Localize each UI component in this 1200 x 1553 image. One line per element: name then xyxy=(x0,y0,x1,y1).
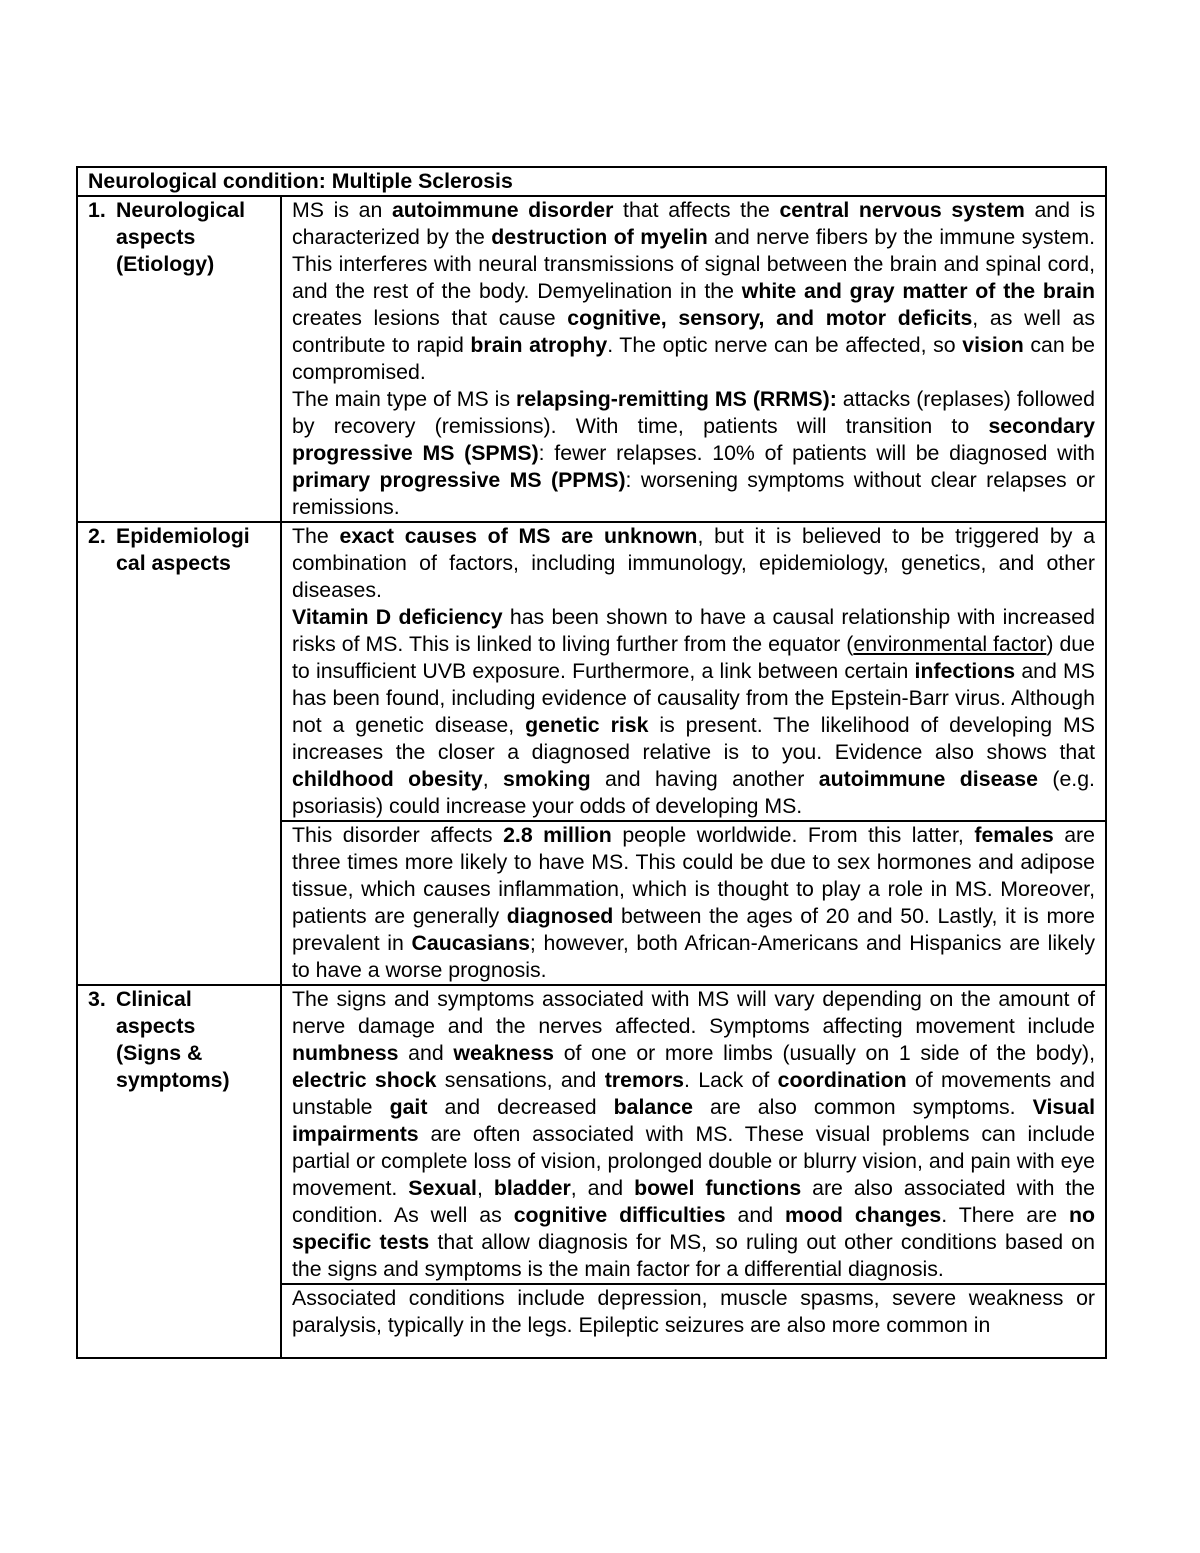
bold-term: Sexual xyxy=(408,1176,477,1200)
condition-table xyxy=(76,166,1107,1359)
text-run: Associated conditions include depression, muscle spasms, severe weakness or paralysis, typically in the legs. Epileptic seizures are also more common in xyxy=(292,1286,1095,1337)
text-run: (e.g. psoriasis) could increase your odds of developing MS. xyxy=(292,767,1095,818)
bold-term: females xyxy=(974,823,1054,847)
paragraph xyxy=(292,523,1095,604)
section-label-line: cal aspects xyxy=(116,551,231,575)
text-run: that allow diagnosis for MS, so ruling out other conditions based on the signs and symptoms is the main factor for a differential diagnosis. xyxy=(292,1230,1095,1281)
text-run: and xyxy=(725,1203,785,1227)
text-run: ; however, both African-Americans and Hispanics are likely to have a worse prognosis. xyxy=(292,931,1095,982)
bold-term: numbness xyxy=(292,1041,399,1065)
section-label-line: (Etiology) xyxy=(116,252,215,276)
section-row-etiology xyxy=(77,196,1106,522)
text-run: , xyxy=(482,767,504,791)
section-label-line: Neurological xyxy=(116,198,245,222)
text-run: and having another xyxy=(590,767,819,791)
bold-term: primary progressive MS (PPMS) xyxy=(292,468,626,492)
text-run: , and xyxy=(570,1176,635,1200)
text-run: The xyxy=(292,524,340,548)
text-run: of one or more limbs (usually on 1 side of the body), xyxy=(554,1041,1095,1065)
bold-term: bowel functions xyxy=(634,1176,802,1200)
section-label-line: aspects xyxy=(116,1014,196,1038)
bold-term: cognitive, sensory, and motor deficits xyxy=(567,306,973,330)
section-text-epidemiology xyxy=(281,522,1106,821)
bold-term: Vitamin D deficiency xyxy=(292,605,503,629)
paragraph xyxy=(292,386,1095,521)
text-run: MS is an xyxy=(292,198,392,222)
section-text-epidemiology-demographics xyxy=(281,821,1106,985)
section-number: 1. xyxy=(88,198,106,222)
text-run: and MS has been found, including evidence of causality from the Epstein-Barr virus. Although not a genetic disease, xyxy=(292,659,1096,737)
paragraph xyxy=(292,197,1095,386)
text-run: , as well as contribute to rapid xyxy=(292,306,1095,357)
text-run: of movements and unstable xyxy=(292,1068,1095,1119)
section-label-line: Epidemiologi xyxy=(116,524,250,548)
text-run: : worsening symptoms without clear relapses or remissions. xyxy=(292,468,1095,519)
bold-term: destruction of myelin xyxy=(491,225,708,249)
text-run: that affects the xyxy=(613,198,780,222)
text-run: are three times more likely to have MS. This could be due to sex hormones and adipose tissue, which causes inflammation, which is thought to play a role in MS. Moreover, patients are generally xyxy=(292,823,1095,928)
text-run: ) due to insufficient UVB exposure. Furthermore, a link between certain xyxy=(292,632,1095,683)
bold-term: tremors xyxy=(604,1068,685,1092)
bold-term: gait xyxy=(389,1095,428,1119)
text-run: . There are xyxy=(941,1203,1069,1227)
text-run: and xyxy=(398,1041,454,1065)
text-run: and is characterized by the xyxy=(292,198,1096,249)
bold-term: 2.8 million xyxy=(503,823,612,847)
paragraph xyxy=(292,822,1095,984)
bold-term: coordination xyxy=(777,1068,907,1092)
text-run: This disorder affects xyxy=(292,823,504,847)
bold-term: secondary progressive MS (SPMS) xyxy=(292,414,1095,465)
text-run: creates lesions that cause xyxy=(292,306,568,330)
bold-term: Visual impairments xyxy=(292,1095,1096,1146)
text-run: : fewer relapses. 10% of patients will be diagnosed with xyxy=(538,441,1095,465)
bold-term: autoimmune disorder xyxy=(391,198,614,222)
paragraph xyxy=(292,986,1095,1283)
bold-term: mood changes xyxy=(784,1203,942,1227)
bold-term: autoimmune disease xyxy=(818,767,1038,791)
bold-term: vision xyxy=(962,333,1024,357)
section-text-associated-conditions xyxy=(281,1284,1106,1358)
bold-term: genetic risk xyxy=(525,713,649,737)
bold-term: no specific tests xyxy=(292,1203,1095,1254)
table-title: Neurological condition: Multiple Sclerosis xyxy=(77,167,1106,196)
text-run: has been shown to have a causal relationship with increased risks of MS. This is linked to living further from the equator ( xyxy=(292,605,1095,656)
bold-term: weakness xyxy=(453,1041,555,1065)
section-number: 2. xyxy=(88,524,106,548)
section-row-epidemiology xyxy=(77,522,1106,821)
bold-term: cognitive difficulties xyxy=(513,1203,726,1227)
section-text-clinical xyxy=(281,985,1106,1284)
bold-term: bladder xyxy=(493,1176,571,1200)
title-row xyxy=(77,167,1106,196)
text-run: can be compromised. xyxy=(292,333,1095,384)
text-run: . The optic nerve can be affected, so xyxy=(607,333,963,357)
text-run: is present. The likelihood of developing MS increases the closer a diagnosed relative is to you. Evidence also shows that xyxy=(292,713,1096,764)
text-run: , but it is believed to be triggered by a combination of factors, including immunology, epidemiology, genetics, and other diseases. xyxy=(292,524,1096,602)
text-run: The main type of MS is xyxy=(292,387,517,411)
text-run: people worldwide. From this latter, xyxy=(611,823,975,847)
paragraph xyxy=(292,604,1095,820)
text-run: , xyxy=(476,1176,494,1200)
section-label-line: symptoms) xyxy=(116,1068,230,1092)
bold-term: diagnosed xyxy=(506,904,614,928)
text-run: and decreased xyxy=(427,1095,614,1119)
section-label-line: (Signs & xyxy=(116,1041,203,1065)
bold-term: central nervous system xyxy=(779,198,1025,222)
paragraph xyxy=(292,1285,1095,1339)
bold-term: Caucasians xyxy=(411,931,530,955)
section-label-line: Clinical xyxy=(116,987,192,1011)
bold-term: exact causes of MS are unknown xyxy=(339,524,698,548)
text-run: sensations, and xyxy=(436,1068,605,1092)
section-number: 3. xyxy=(88,987,106,1011)
bold-term: balance xyxy=(613,1095,693,1119)
bold-term: white and gray matter of the brain xyxy=(741,279,1095,303)
text-run: . Lack of xyxy=(684,1068,778,1092)
section-text-etiology xyxy=(281,196,1106,522)
text-run: are often associated with MS. These visual problems can include partial or complete loss of vision, prolonged double or blurry vision, and pain with eye movement. xyxy=(292,1122,1095,1200)
text-run: attacks (replases) followed by recovery (remissions). With time, patients will transition to xyxy=(292,387,1096,438)
bold-term: infections xyxy=(914,659,1016,683)
bold-term: brain atrophy xyxy=(470,333,608,357)
section-row-clinical xyxy=(77,985,1106,1284)
bold-term: electric shock xyxy=(292,1068,437,1092)
text-run: and nerve fibers by the immune system. This interferes with neural transmissions of signal between the brain and spinal cord, and the rest of the body. Demyelination in the xyxy=(292,225,1095,303)
text-run: between the ages of 20 and 50. Lastly, it is more prevalent in xyxy=(292,904,1095,955)
bold-term: relapsing-remitting MS (RRMS): xyxy=(516,387,837,411)
bold-term: childhood obesity xyxy=(292,767,483,791)
text-run: are also common symptoms. xyxy=(692,1095,1033,1119)
text-run: are also associated with the condition. As well as xyxy=(292,1176,1095,1227)
bold-term: smoking xyxy=(503,767,591,791)
section-label-line: aspects xyxy=(116,225,196,249)
section-label-epidemiology xyxy=(77,522,281,985)
text-run: The signs and symptoms associated with MS will vary depending on the amount of nerve damage and the nerves affected. Symptoms affecting movement include xyxy=(292,987,1095,1038)
section-label-etiology xyxy=(77,196,281,522)
section-label-clinical xyxy=(77,985,281,1358)
underlined-term: environmental factor xyxy=(853,632,1047,656)
